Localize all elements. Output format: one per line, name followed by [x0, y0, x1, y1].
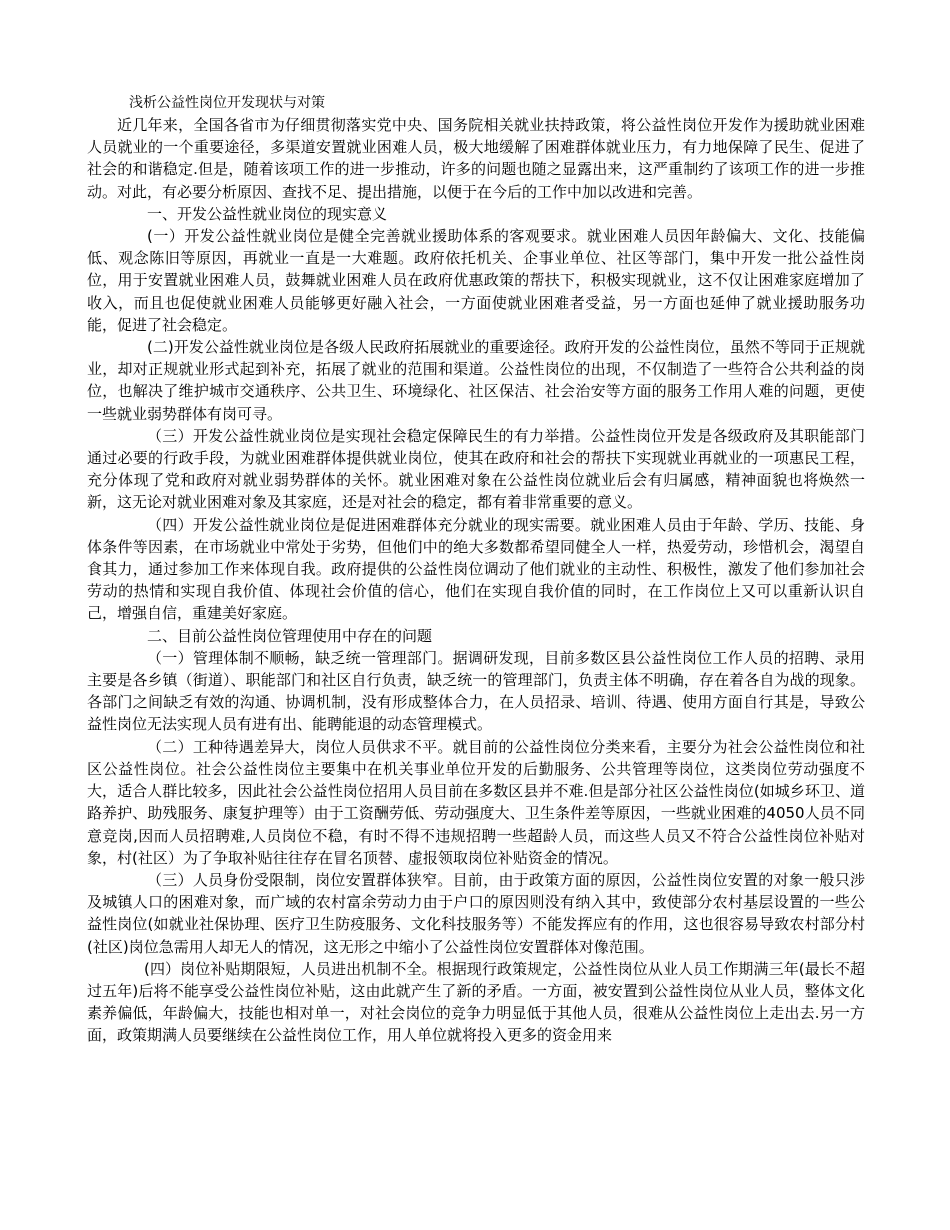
section-heading-2: 二、目前公益性岗位管理使用中存在的问题 [147, 626, 433, 645]
paragraph-2-1: （一）管理体制不顺畅，缺乏统一管理部门。据调研发现，目前多数区县公益性岗位工作人员的招聘、录用主要是各乡镇（街道）、职能部门和社区自行负责，缺乏统一的管理部门，负责主体不明确，存在着各自为战的现象。各部门之间缺乏有效的沟通、协调机制，没有形成整体合力，在人员招录、培训、待遇、使用方面自行其是，导致公益性岗位无法实现人员有进有出、能聘能退的动态管理模式。 [87, 648, 865, 734]
paragraph-2-4: (四）岗位补贴期限短，人员进出机制不全。根据现行政策规定，公益性岗位从业人员工作期满三年(最长不超过五年)后将不能享受公益性岗位补贴，这由此就产生了新的矛盾。一方面，被安置到公益性岗位从业人员，整体文化素养偏低，年龄偏大，技能也相对单一，对社会岗位的竞争力明显低于其他人员，很难从公益性岗位上走出去.另一方面，政策期满人员要继续在公益性岗位工作，用人单位就将投入更多的资金用来 [87, 959, 865, 1045]
paragraph-2-3: （三）人员身份受限制，岗位安置群体狭窄。目前，由于政策方面的原因，公益性岗位安置的对象一般只涉及城镇人口的困难对象，而广域的农村富余劳动力由于户口的原因则没有纳入其中，致使部分农村基层设置的一些公益性岗位(如就业社保协理、医疗卫生防疫服务、文化科技服务等）不能发挥应有的作用，这也很容易导致农村部分村(社区)岗位急需用人却无人的情况，这无形之中缩小了公益性岗位安置群体对像范围。 [87, 870, 865, 956]
document-page [87, 92, 865, 1047]
section-heading-1: 一、开发公益性就业岗位的现实意义 [147, 204, 388, 223]
paragraph-1-1: (一）开发公益性就业岗位是健全完善就业援助体系的客观要求。就业困难人员因年龄偏大、文化、技能偏低、观念陈旧等原因，再就业一直是一大难题。政府依托机关、企事业单位、社区等部门，集中开发一批公益性岗位，用于安置就业困难人员，鼓舞就业困难人员在政府优惠政策的帮扶下，积极实现就业，这不仅让困难家庭增加了收入，而且也促使就业困难人员能够更好融入社会，一方面使就业困难者受益，另一方面也延伸了就业援助服务功能，促进了社会稳定。 [87, 227, 865, 334]
intro-paragraph: 近几年来，全国各省市为仔细贯彻落实党中央、国务院相关就业扶持政策，将公益性岗位开发作为援助就业困难人员就业的一个重要途径，多渠道安置就业困难人员，极大地缓解了困难群体就业压力，有力地保障了民生、促进了社会的和谐稳定.但是，随着该项工作的进一步推动，许多的问题也随之显露出来，这严重制约了该项工作的进一步推动。对此，有必要分析原因、查找不足、提出措施，以便于在今后的工作中加以改进和完善。 [87, 116, 865, 201]
paragraph-1-3: （三）开发公益性就业岗位是实现社会稳定保障民生的有力举措。公益性岗位开发是各级政府及其职能部门通过必要的行政手段，为就业困难群体提供就业岗位，使其在政府和社会的帮扶下实现就业再就业的一项惠民工程，充分体现了党和政府对就业弱势群体的关怀。就业困难对象在公益性岗位就业后会有归属感，精神面貌也将焕然一新，这无论对就业困难对象及其家庭，还是对社会的稳定，都有着非常重要的意义。 [87, 426, 865, 512]
paragraph-1-4: （四）开发公益性就业岗位是促进困难群体充分就业的现实需要。就业困难人员由于年龄、学历、技能、身体条件等因素，在市场就业中常处于劣势，但他们中的绝大多数都希望同健全人一样，热爱劳动，珍惜机会，渴望自食其力，通过参加工作来体现自我。政府提供的公益性岗位调动了他们就业的主动性、积极性，激发了他们参加社会劳动的热情和实现自我价值、体现社会价值的信心，他们在实现自我价值的同时，在工作岗位上又可以重新认识自己，增强自信，重建美好家庭。 [87, 515, 865, 623]
document-title: 浅析公益性岗位开发现状与对策 [129, 95, 325, 111]
paragraph-1-2: (二)开发公益性就业岗位是各级人民政府拓展就业的重要途径。政府开发的公益性岗位，虽然不等同于正规就业，却对正规就业形式起到补充，拓展了就业的范围和渠道。公益性岗位的出现，不仅制造了一些符合公共利益的岗位，也解决了维护城市交通秩序、公共卫生、环境绿化、社区保洁、社会治安等方面的服务工作用人难的问题，更使一些就业弱势群体有岗可寻。 [87, 338, 865, 423]
paragraph-2-2: （二）工种待遇差异大，岗位人员供求不平。就目前的公益性岗位分类来看，主要分为社会公益性岗位和社区公益性岗位。社会公益性岗位主要集中在机关事业单位开发的后勤服务、公共管理等岗位，这类岗位劳动强度不大，适合人群比较多，因此社会公益性岗位招用人员目前在多数区县并不难.但是部分社区公益性岗位(如城乡环卫、道路养护、助残服务、康复护理等）由于工资酬劳低、劳动强度大、卫生条件差等原因，一些就业困难的4050人员不同意竞岗,因而人员招聘难,人员岗位不稳，有时不得不违规招聘一些超龄人员，而这些人员又不符合公益性岗位补贴对象，村(社区）为了争取补贴往往存在冒名顶替、虚报领取岗位补贴资金的情况。 [87, 737, 865, 867]
